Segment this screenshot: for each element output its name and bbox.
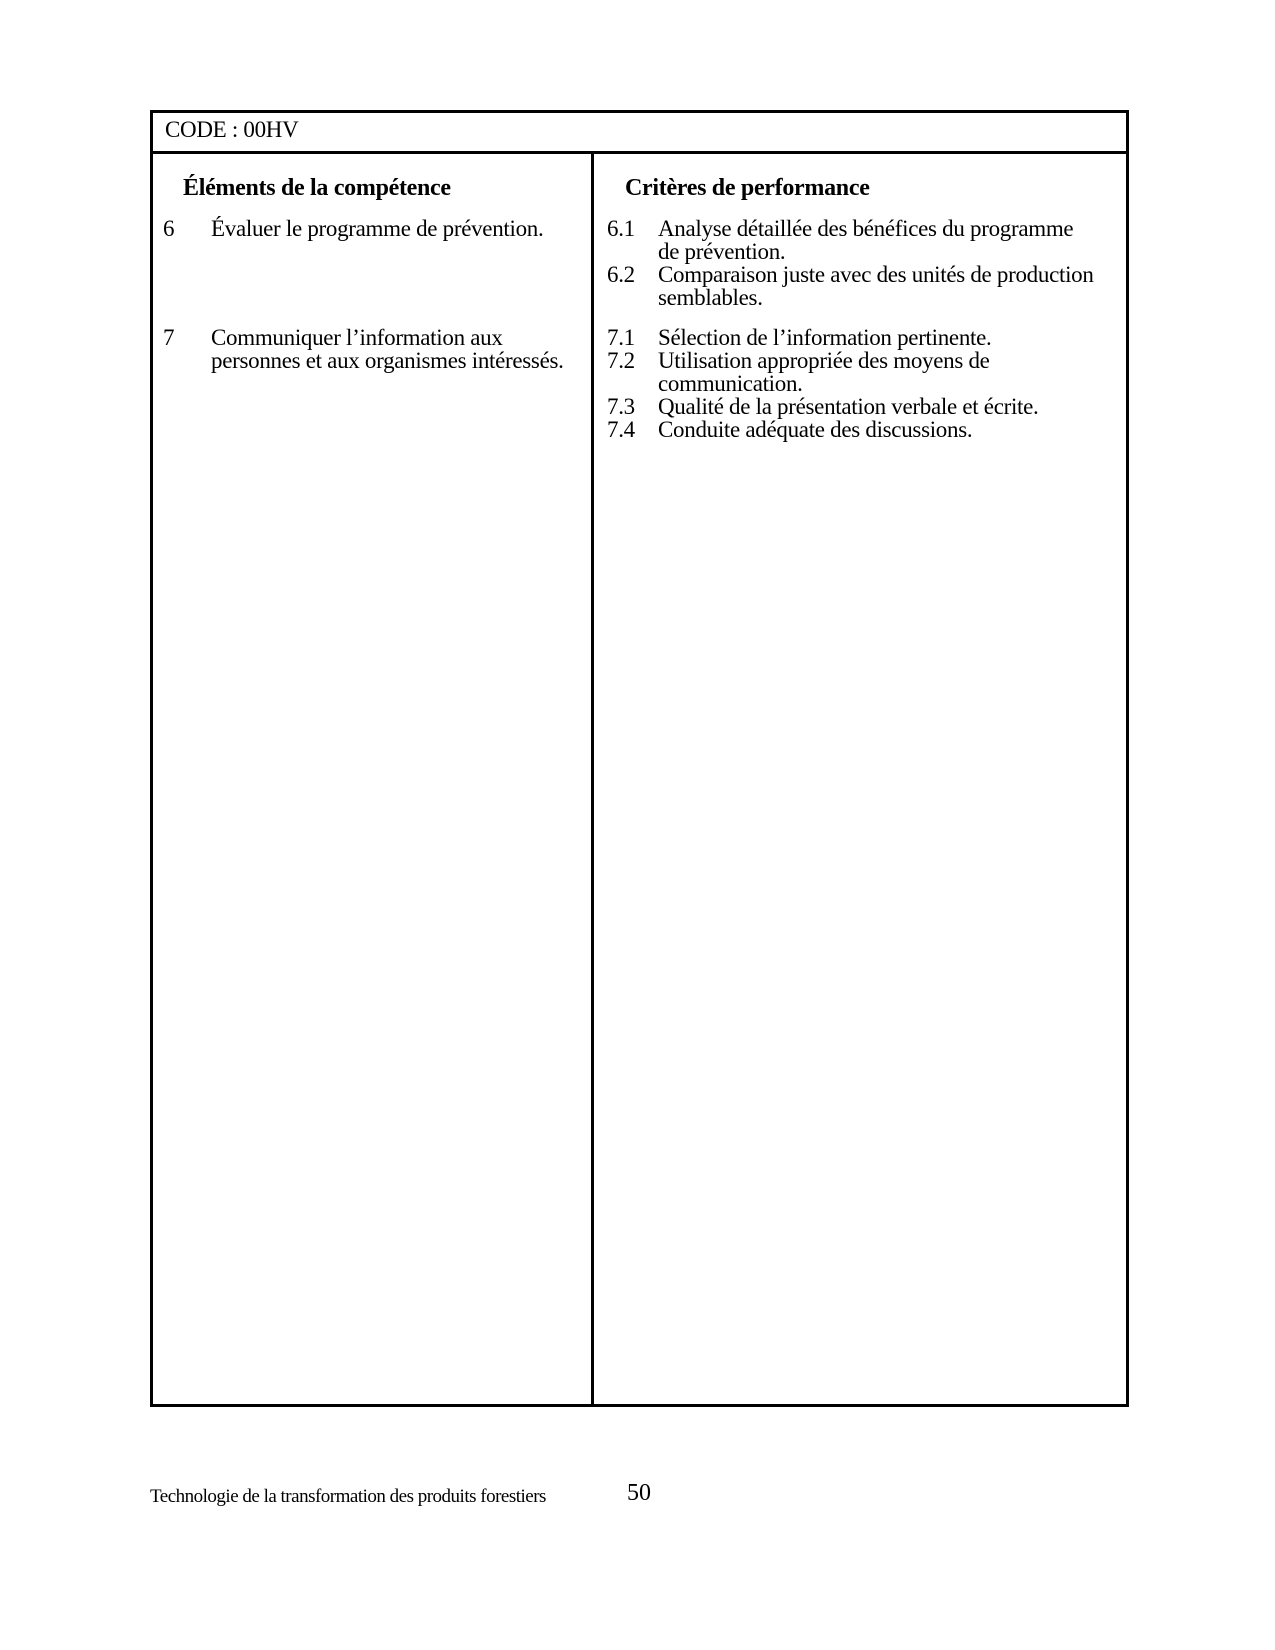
critere-text: Analyse détaillée des bénéfices du programme de prévention. bbox=[658, 216, 1074, 264]
critere-item bbox=[607, 326, 1107, 349]
critere-text: Comparaison juste avec des unités de production semblables. bbox=[658, 262, 1094, 310]
critere-text: Utilisation appropriée des moyens de communication. bbox=[658, 348, 990, 396]
criteres-group-6 bbox=[607, 217, 1107, 309]
critere-number: 6.2 bbox=[607, 262, 635, 287]
element-number: 6 bbox=[163, 216, 175, 241]
criteres-group-7 bbox=[607, 326, 1107, 441]
critere-text: Sélection de l’information pertinente. bbox=[658, 325, 992, 350]
critere-item bbox=[607, 349, 1107, 395]
element-text: Évaluer le programme de prévention. bbox=[211, 216, 544, 241]
critere-number: 7.4 bbox=[607, 417, 635, 442]
critere-number: 6.1 bbox=[607, 216, 635, 241]
critere-number: 7.3 bbox=[607, 394, 635, 419]
critere-item bbox=[607, 263, 1107, 309]
element-text: Communiquer l’information aux personnes et aux organismes intéressés. bbox=[211, 325, 564, 373]
critere-number: 7.2 bbox=[607, 348, 635, 373]
code-label: CODE : 00HV bbox=[165, 117, 299, 142]
element-number: 7 bbox=[163, 325, 175, 350]
critere-item bbox=[607, 395, 1107, 418]
critere-item bbox=[607, 418, 1107, 441]
column-divider bbox=[591, 151, 594, 1404]
critere-text: Conduite adéquate des discussions. bbox=[658, 417, 973, 442]
competence-table bbox=[150, 110, 1129, 1407]
page-number: 50 bbox=[627, 1480, 651, 1506]
critere-number: 7.1 bbox=[607, 325, 635, 350]
critere-item bbox=[607, 217, 1107, 263]
footer-title: Technologie de la transformation des produits forestiers bbox=[150, 1486, 546, 1507]
code-row bbox=[153, 113, 1126, 154]
critere-text: Qualité de la présentation verbale et écrite. bbox=[658, 394, 1039, 419]
elements-header: Éléments de la compétence bbox=[183, 175, 451, 201]
criteres-header: Critères de performance bbox=[625, 175, 870, 201]
